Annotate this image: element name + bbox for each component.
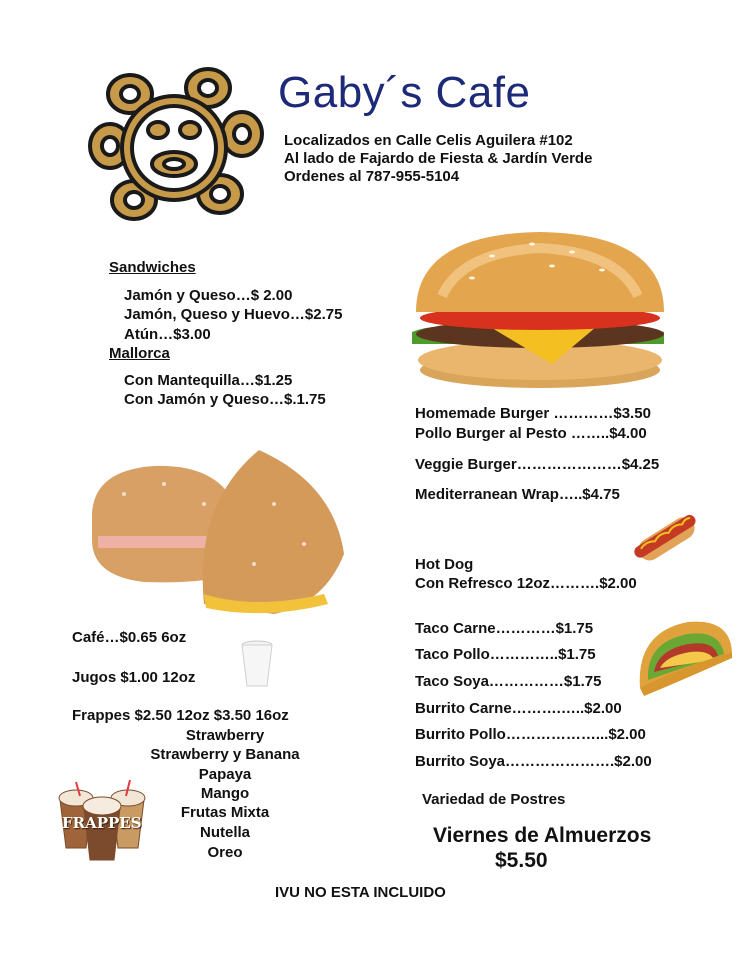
burger-item: Veggie Burger…………………$4.25: [415, 456, 660, 473]
sandwich-item: Jamón y Queso…$ 2.00: [124, 287, 293, 304]
special-label: Viernes de Almuerzos: [433, 824, 652, 847]
header-info: [284, 132, 592, 186]
taco-item: Taco Soya……………$1.75: [415, 673, 602, 690]
sandwich-item: Jamón, Queso y Huevo…$2.75: [124, 306, 343, 323]
frappe-flavor: Strawberry y Banana: [150, 746, 300, 763]
frappe-flavor: Papaya: [198, 766, 252, 783]
orders-phone: Ordenes al 787-955-5104: [284, 168, 460, 185]
cup-image: [240, 640, 274, 688]
burger-item: Homemade Burger …………$3.50: [415, 405, 651, 422]
cafe-item: Café…$0.65 6oz: [72, 629, 187, 646]
page-title: Gaby´s Cafe: [278, 68, 531, 117]
mallorca-item: Con Jamón y Queso…$.1.75: [124, 391, 326, 408]
hotdog-name: Hot Dog: [415, 556, 474, 573]
frappe-flavor: Nutella: [199, 824, 250, 841]
special-price: $5.50: [495, 849, 548, 872]
mallorca-image: [84, 444, 348, 620]
frappes-logo-text: FRAPPES: [62, 814, 142, 832]
address-text: Localizados en Calle Celis Aguilera #102: [284, 132, 573, 149]
burger-image: [402, 222, 684, 396]
jugos-item: Jugos $1.00 12oz: [72, 669, 196, 686]
sandwich-item: Atún…$3.00: [124, 326, 211, 343]
tax-note: IVU NO ESTA INCLUIDO: [275, 884, 446, 901]
mallorca-heading: Mallorca: [109, 345, 170, 362]
burger-item: Mediterranean Wrap…..$4.75: [415, 486, 620, 503]
frappes-image: [56, 778, 148, 862]
burger-item: Pollo Burger al Pesto ……..$4.00: [415, 425, 647, 442]
burrito-item: Burrito Pollo………………...$2.00: [415, 726, 646, 743]
desserts-text: Variedad de Postres: [422, 791, 566, 808]
hotdog-price: Con Refresco 12oz……….$2.00: [415, 575, 637, 592]
burrito-item: Burrito Soya………………….$2.00: [415, 753, 652, 770]
frappe-flavor: Strawberry: [185, 727, 265, 744]
taino-sun-logo: [88, 64, 266, 228]
hotdog-image: [633, 508, 699, 568]
frappes-item: Frappes $2.50 12oz $3.50 16oz: [72, 707, 289, 724]
burrito-item: Burrito Carne……….…..$2.00: [415, 700, 622, 717]
sandwiches-heading: Sandwiches: [109, 259, 196, 276]
frappe-flavor: Oreo: [207, 844, 243, 861]
landmark-text: Al lado de Fajardo de Fiesta & Jardín Verde: [284, 150, 593, 167]
frappe-flavor: Mango: [200, 785, 250, 802]
mallorca-item: Con Mantequilla…$1.25: [124, 372, 293, 389]
frappe-flavor: Frutas Mixta: [180, 804, 270, 821]
taco-item: Taco Pollo…………..$1.75: [415, 646, 596, 663]
taco-image: [634, 612, 734, 696]
taco-item: Taco Carne…………$1.75: [415, 620, 594, 637]
